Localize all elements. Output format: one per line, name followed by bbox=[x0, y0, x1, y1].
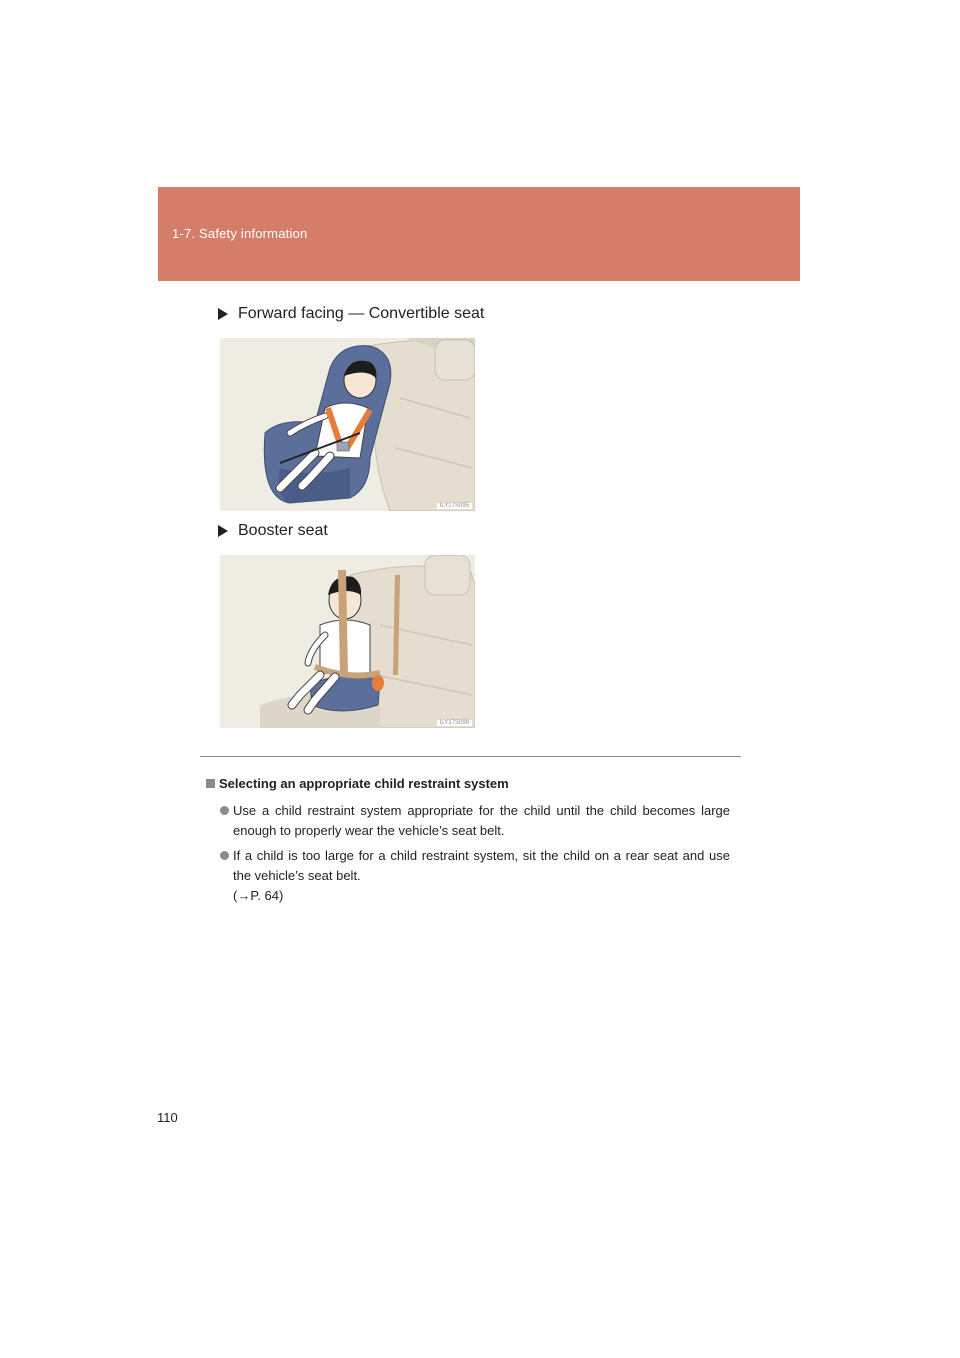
triangle-bullet-icon bbox=[218, 525, 228, 537]
note-item bbox=[220, 846, 730, 906]
section-header-band bbox=[158, 187, 800, 281]
booster-seat-drawing bbox=[220, 555, 475, 728]
note-item-text: If a child is too large for a child restraint system, sit the child on a rear seat and use the vehicle’s seat belt. bbox=[233, 848, 730, 883]
circle-bullet-icon bbox=[220, 806, 229, 815]
note-item bbox=[220, 801, 730, 841]
caption-text: Forward facing — Convertible seat bbox=[238, 305, 485, 322]
triangle-bullet-icon bbox=[218, 308, 228, 320]
note-heading-text: Selecting an appropriate child restraint system bbox=[219, 776, 509, 791]
section-divider bbox=[200, 756, 741, 757]
page-reference: (→P. 64) bbox=[233, 888, 284, 903]
illustration-booster-seat bbox=[220, 555, 475, 728]
convertible-seat-drawing bbox=[220, 338, 475, 511]
illustration-convertible-seat bbox=[220, 338, 475, 511]
figure-caption-convertible-seat bbox=[218, 305, 484, 323]
section-title: 1-7. Safety information bbox=[172, 226, 308, 241]
figure-code: ILY17S095 bbox=[437, 503, 472, 509]
figure-code: ILY17S099 bbox=[437, 720, 472, 726]
square-bullet-icon bbox=[206, 779, 215, 788]
page-number: 110 bbox=[157, 1110, 178, 1125]
note-item-text: Use a child restraint system appropriate for the child until the child becomes large enough to properly wear the vehicle’s seat belt. bbox=[233, 803, 730, 838]
figure-caption-booster-seat bbox=[218, 522, 328, 540]
caption-text: Booster seat bbox=[238, 522, 328, 539]
circle-bullet-icon bbox=[220, 851, 229, 860]
note-heading bbox=[206, 776, 509, 791]
